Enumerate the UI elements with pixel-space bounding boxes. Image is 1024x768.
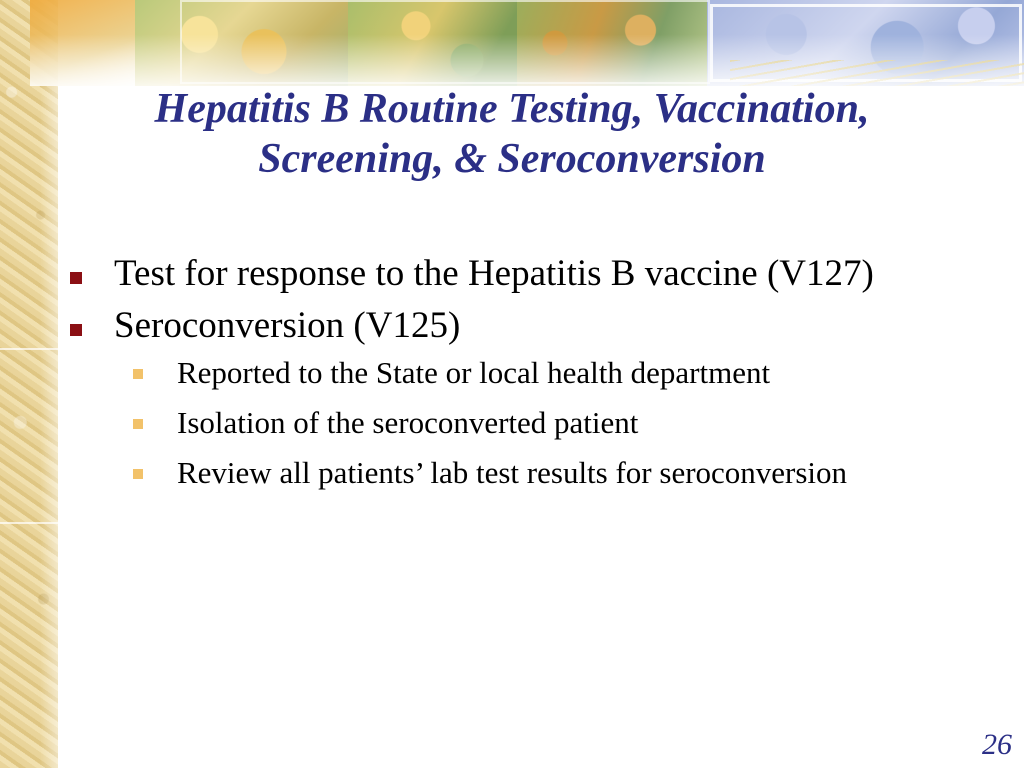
- square-bullet-icon: [70, 324, 82, 336]
- sub-bullet-list: [114, 355, 960, 491]
- sub-bullet-item: [60, 455, 960, 491]
- sub-bullet-text: Review all patients’ lab test results for seroconversion: [177, 455, 848, 490]
- square-sub-bullet-icon: [133, 469, 143, 479]
- sub-bullet-text: Isolation of the seroconverted patient: [177, 405, 639, 440]
- title-line-1: Hepatitis B Routine Testing, Vaccination,: [154, 86, 870, 132]
- sub-bullet-item: [60, 355, 960, 391]
- square-sub-bullet-icon: [133, 419, 143, 429]
- bullet-item: [60, 307, 960, 491]
- slide-title: [60, 84, 964, 184]
- bullet-text: Seroconversion (V125): [114, 305, 461, 346]
- bullet-text: Test for response to the Hepatitis B vaccine (V127): [114, 253, 874, 294]
- bullet-item: [60, 255, 960, 293]
- sub-bullet-text: Reported to the State or local health department: [177, 355, 771, 390]
- title-line-2: Screening, & Seroconversion: [258, 136, 766, 182]
- square-sub-bullet-icon: [133, 369, 143, 379]
- bullet-list: [60, 255, 960, 505]
- page-number: 26: [982, 728, 1012, 761]
- banner-fade: [30, 0, 1024, 86]
- square-bullet-icon: [70, 272, 82, 284]
- sub-bullet-item: [60, 405, 960, 441]
- top-photo-banner: [30, 0, 1024, 86]
